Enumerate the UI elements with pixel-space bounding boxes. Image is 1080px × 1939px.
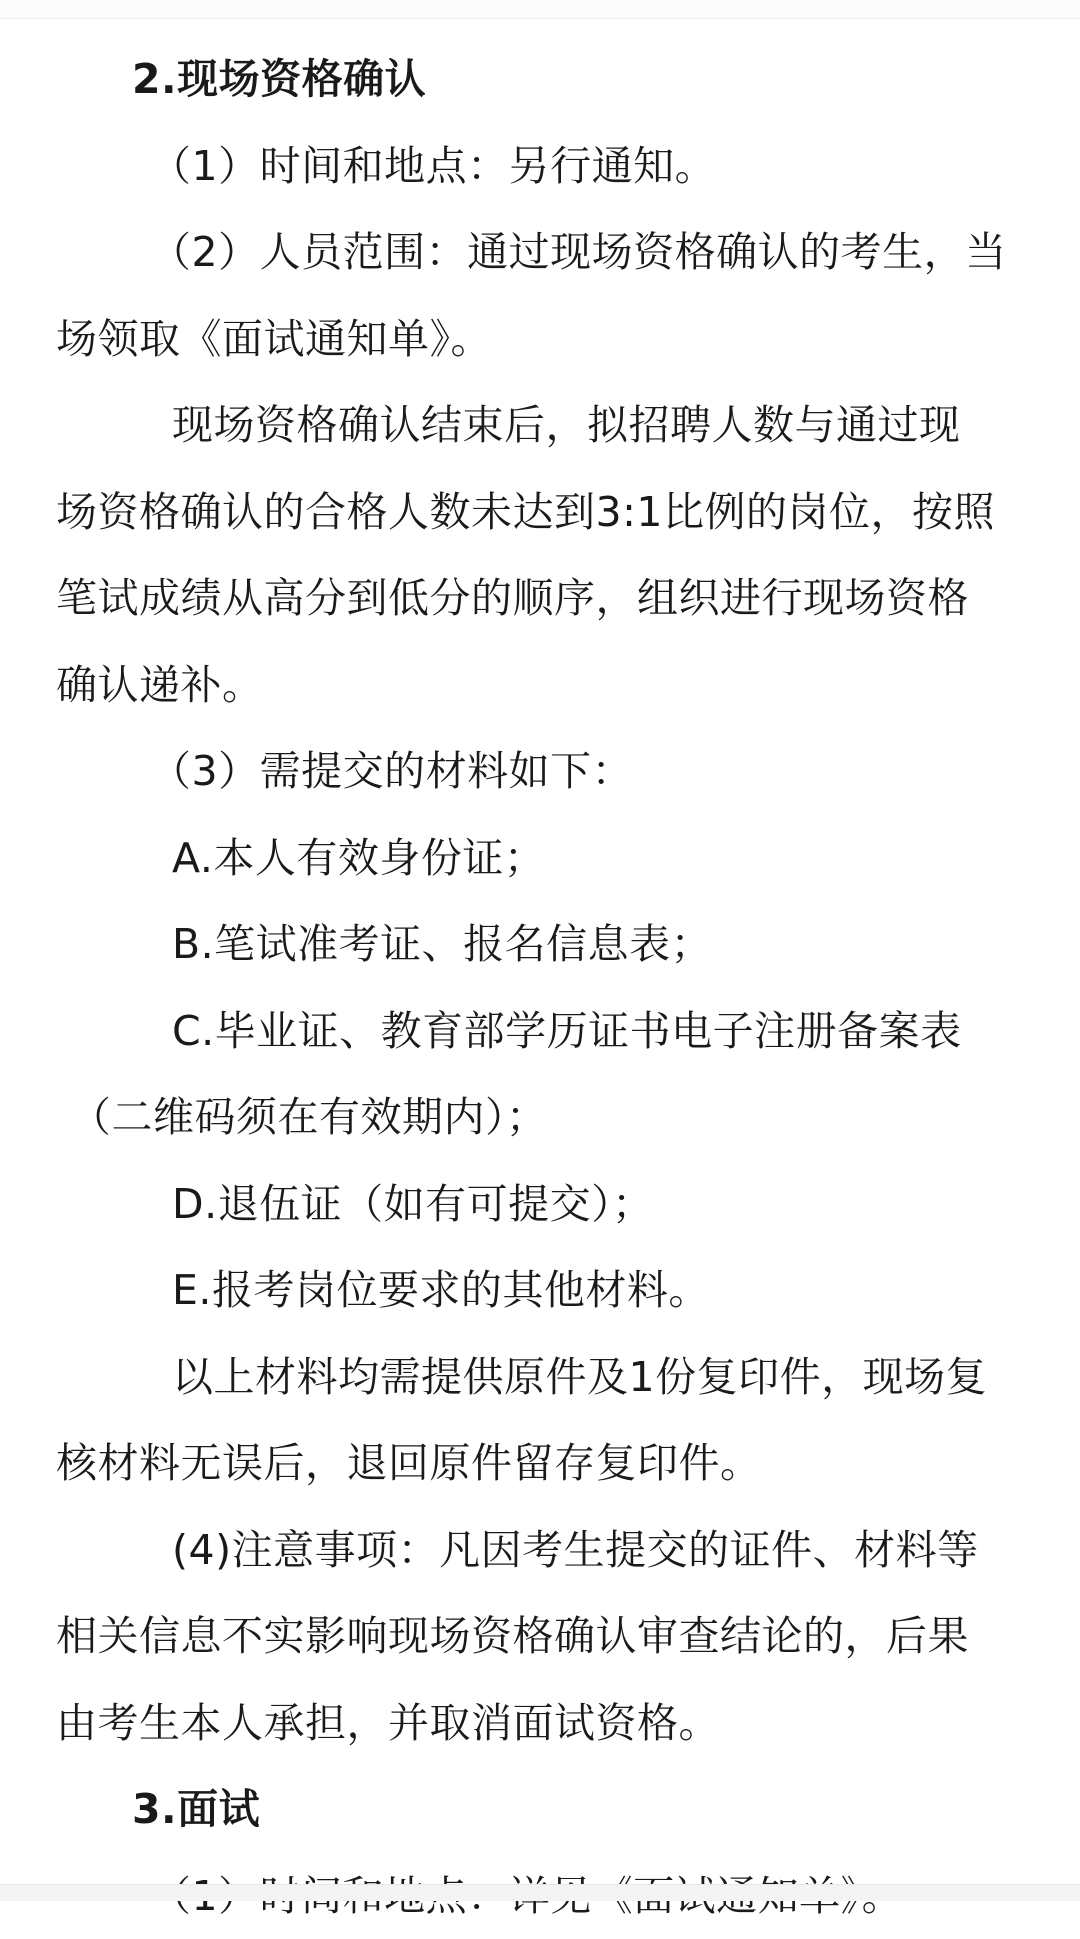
- paragraph-line-notes: (4)注意事项：凡因考生提交的证件、材料等: [56, 1507, 1024, 1594]
- paragraph-line-scope: （2）人员范围：通过现场资格确认的考生，当: [56, 209, 1024, 296]
- paragraph-line-time-place: （1）时间和地点：另行通知。: [56, 123, 1024, 210]
- paragraph-line-supplement-cont-2: 笔试成绩从高分到低分的顺序，组织进行现场资格: [56, 555, 1024, 642]
- list-item-diploma: C.毕业证、教育部学历证书电子注册备案表: [56, 988, 1024, 1075]
- paragraph-line-originals-cont: 核材料无误后，退回原件留存复印件。: [56, 1420, 1024, 1507]
- paragraph-line-notes-cont-2: 由考生本人承担，并取消面试资格。: [56, 1680, 1024, 1767]
- paragraph-line-scope-cont: 场领取《面试通知单》。: [56, 296, 1024, 383]
- paragraph-line-originals: 以上材料均需提供原件及1份复印件，现场复: [56, 1334, 1024, 1421]
- section-heading-qualification: 2.现场资格确认: [56, 36, 1024, 123]
- paragraph-line-supplement: 现场资格确认结束后，拟招聘人数与通过现: [56, 382, 1024, 469]
- list-item-other: E.报考岗位要求的其他材料。: [56, 1247, 1024, 1334]
- section-heading-interview: 3.面试: [56, 1766, 1024, 1853]
- paragraph-line-supplement-cont-3: 确认递补。: [56, 642, 1024, 729]
- page-top-edge: [0, 0, 1080, 19]
- list-item-diploma-cont: （二维码须在有效期内）；: [56, 1074, 1024, 1161]
- article-body: [56, 36, 1024, 1939]
- page-bottom-edge: [0, 1884, 1080, 1901]
- paragraph-line-materials: （3）需提交的材料如下：: [56, 728, 1024, 815]
- paragraph-line-notes-cont-1: 相关信息不实影响现场资格确认审查结论的，后果: [56, 1593, 1024, 1680]
- list-item-id-card: A.本人有效身份证；: [56, 815, 1024, 902]
- list-item-discharge: D.退伍证（如有可提交）；: [56, 1161, 1024, 1248]
- list-item-admission-ticket: B.笔试准考证、报名信息表；: [56, 901, 1024, 988]
- paragraph-line-supplement-cont-1: 场资格确认的合格人数未达到3:1比例的岗位，按照: [56, 469, 1024, 556]
